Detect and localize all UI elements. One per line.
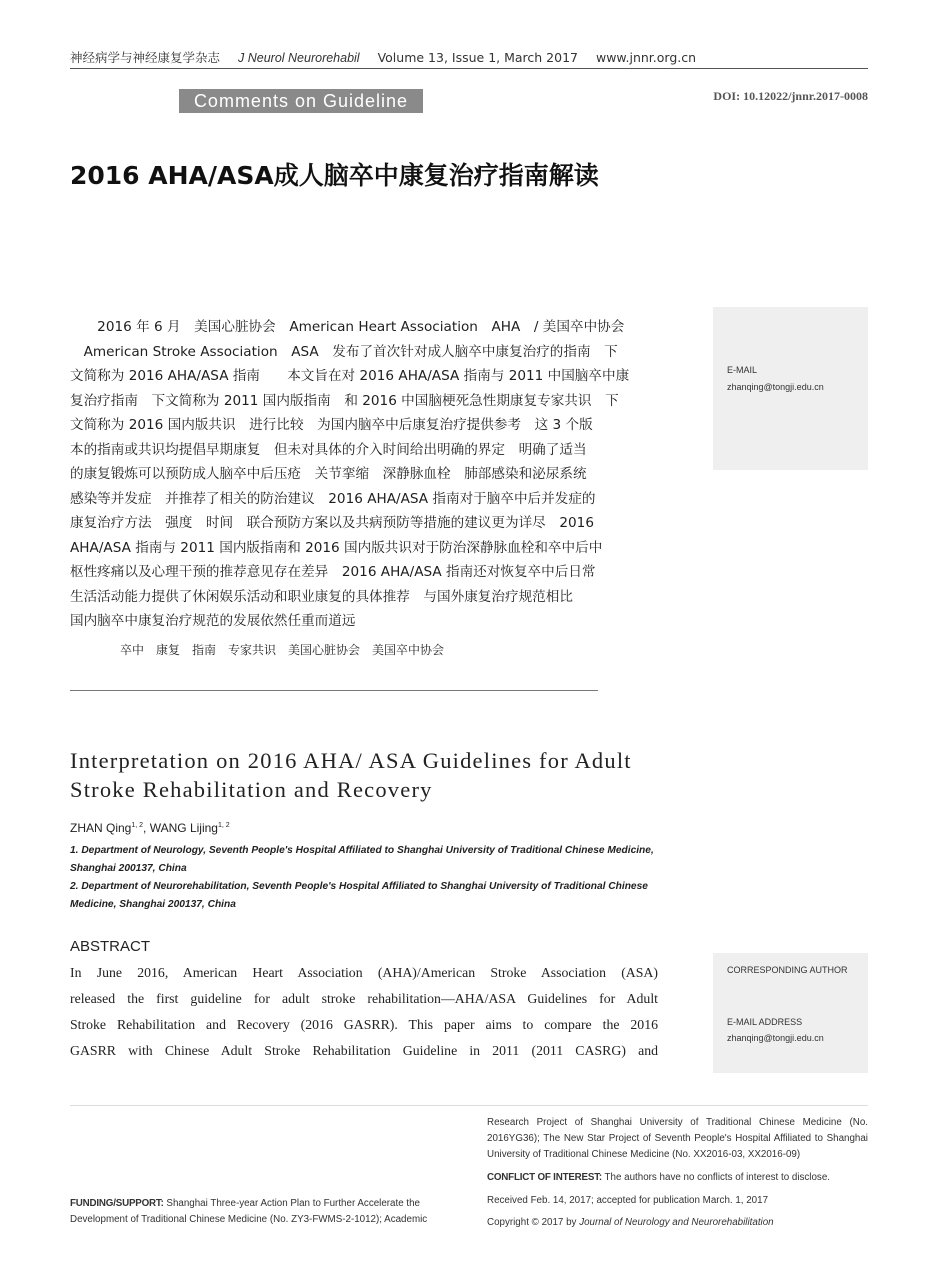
corresponding-author-sidebar <box>713 953 868 1073</box>
abstract-cn <box>70 315 658 634</box>
journal-name-cn: 神经病学与神经康复学杂志 <box>70 50 221 65</box>
email-label: E-MAIL <box>727 365 758 375</box>
header-divider <box>70 68 868 69</box>
coi-label: CONFLICT OF INTEREST: <box>487 1172 602 1183</box>
abstract-cn-line: 生活活动能力提供了休闲娱乐活动和职业康复的具体推荐 与国外康复治疗规范相比 <box>70 588 573 605</box>
journal-website: www.jnnr.org.cn <box>595 50 697 65</box>
corresponding-author-label: CORRESPONDING AUTHOR <box>727 965 848 975</box>
email-sidebar <box>713 307 868 470</box>
copyright <box>487 1215 774 1231</box>
funding-text: Shanghai Three-year Action Plan to Further Accelerate the Development of Traditional Chinese Medicine (No. ZY3-FWMS-2-1012); Academic <box>70 1198 428 1225</box>
author-affil-sup: 1, 2 <box>217 822 230 829</box>
title-en-line: Interpretation on 2016 AHA/ ASA Guidelines for Adult <box>70 748 632 773</box>
authors <box>70 821 230 835</box>
email-address[interactable]: zhanqing@tongji.edu.cn <box>727 382 824 392</box>
issue-info: Volume 13, Issue 1, March 2017 <box>377 50 578 65</box>
funding-note <box>70 1196 460 1228</box>
abstract-cn-line: 2016 年 6 月 美国心脏协会 American Heart Association AHA / 美国卒中协会 <box>70 319 625 335</box>
email-address-label: E-MAIL ADDRESS <box>727 1017 803 1027</box>
abstract-cn-line: AHA/ASA 指南与 2011 国内版指南和 2016 国内版共识对于防治深静脉血栓和卒中后中 <box>70 539 603 556</box>
author-name: ZHAN Qing <box>70 821 132 835</box>
abstract-cn-line: 的康复锻炼可以预防成人脑卒中后压疮 关节挛缩 深静脉血栓 肺部感染和泌尿系统 <box>70 466 587 482</box>
affiliation: 1. Department of Neurology, Seventh People's Hospital Affiliated to Shanghai University of Traditional Chinese Medicine, Shanghai 200137, China <box>70 845 654 874</box>
abstract-heading: ABSTRACT <box>70 938 151 955</box>
abstract-cn-line: 康复治疗方法 强度 时间 联合预防方案以及共病预防等措施的建议更为详尽 2016 <box>70 515 594 531</box>
section-banner: Comments on Guideline <box>179 89 423 113</box>
abstract-en-line: In June 2016, American Heart Association (AHA)/American Stroke Association (ASA) <box>70 965 658 980</box>
abstract-cn-line: 本的指南或共识均提倡早期康复 但未对具体的介入时间给出明确的界定 明确了适当 <box>70 441 587 458</box>
abstract-cn-line: American Stroke Association ASA 发布了首次针对成人脑卒中康复治疗的指南 下 <box>70 343 618 360</box>
footer-divider <box>70 1105 868 1106</box>
section-divider <box>70 690 598 691</box>
abstract-cn-line: 文简称为 2016 国内版共识 进行比较 为国内脑卒中后康复治疗提供参考 这 3 个版 <box>70 417 593 433</box>
running-head <box>70 48 710 66</box>
abstract-cn-line: 国内脑卒中康复治疗规范的发展依然任重而道远 <box>70 613 356 629</box>
conflict-of-interest <box>487 1170 830 1186</box>
corresponding-email[interactable]: zhanqing@tongji.edu.cn <box>727 1033 824 1043</box>
keywords-cn: 卒中 康复 指南 专家共识 美国心脏协会 美国卒中协会 <box>120 643 445 657</box>
funding-label: FUNDING/SUPPORT: <box>70 1198 164 1209</box>
title-en <box>70 746 670 804</box>
affiliation: 2. Department of Neurorehabilitation, Seventh People's Hospital Affiliated to Shanghai University of Traditional Chinese Medicine, Shanghai 200137, China <box>70 881 648 910</box>
author-separator: , <box>143 821 150 835</box>
author-affil-sup: 1, 2 <box>131 822 144 829</box>
copyright-journal: Journal of Neurology and Neurorehabilitation <box>579 1217 774 1228</box>
abstract-en <box>70 960 658 1064</box>
abstract-cn-line: 枢性疼痛以及心理干预的推荐意见存在差异 2016 AHA/ASA 指南还对恢复卒中后日常 <box>70 564 596 580</box>
author-name: WANG Lijing <box>149 821 218 835</box>
abstract-cn-line: 复治疗指南 下文简称为 2011 国内版指南 和 2016 中国脑梗死急性期康复专家共识 下 <box>70 392 619 409</box>
abstract-cn-line: 感染等并发症 并推荐了相关的防治建议 2016 AHA/ASA 指南对于脑卒中后并发症的 <box>70 490 596 507</box>
journal-name-en: J Neurol Neurorehabil <box>238 51 360 65</box>
abstract-en-line: Stroke Rehabilitation and Recovery (2016 GASRR). This paper aims to compare the 2016 <box>70 1017 658 1032</box>
copyright-prefix: Copyright © 2017 by <box>487 1217 580 1228</box>
abstract-cn-line: 文简称为 2016 AHA/ASA 指南 本文旨在对 2016 AHA/ASA 指南与 2011 中国脑卒中康 <box>70 368 630 384</box>
title-en-line: Stroke Rehabilitation and Recovery <box>70 777 433 802</box>
received-dates: Received Feb. 14, 2017; accepted for publication March. 1, 2017 <box>487 1195 769 1206</box>
research-project-note: Research Project of Shanghai University of Traditional Chinese Medicine (No. 2016YG36); The New Star Project of Seventh People's Hospital Affiliated to Shanghai University of Traditional Chinese Medicine (No. XX2016-03, XX2016-09) <box>487 1117 868 1160</box>
coi-text: The authors have no conflicts of interest to disclose. <box>602 1172 830 1183</box>
abstract-en-line: GASRR with Chinese Adult Stroke Rehabilitation Guideline in 2011 (2011 CASRG) and <box>70 1043 658 1058</box>
doi: DOI: 10.12022/jnnr.2017-0008 <box>713 89 868 103</box>
abstract-en-line: released the first guideline for adult stroke rehabilitation—AHA/ASA Guidelines for Adult <box>70 991 658 1006</box>
title-cn: 2016 AHA/ASA成人脑卒中康复治疗指南解读 <box>70 161 599 190</box>
